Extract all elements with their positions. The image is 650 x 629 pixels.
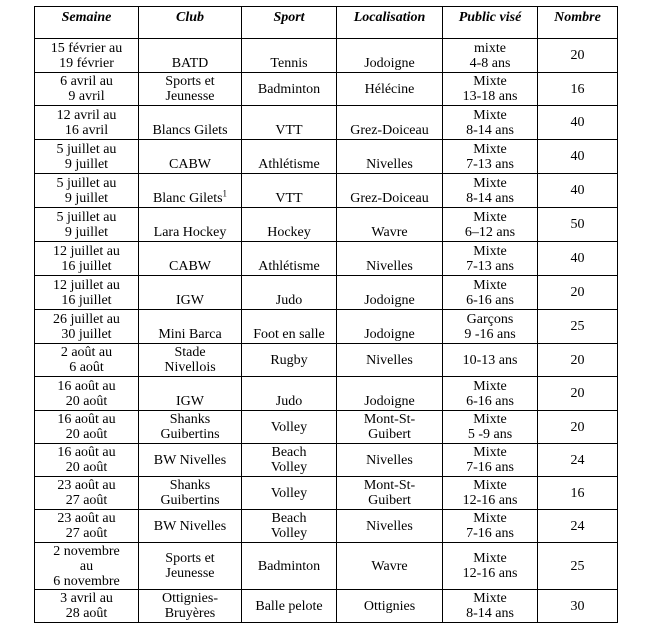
table-row xyxy=(35,73,618,106)
cell-localisation-line: Ottignies xyxy=(363,598,416,614)
cell-club-line: Sports et xyxy=(165,551,215,566)
cell-public-vise-line: 6–12 ans xyxy=(464,224,516,240)
header-semaine: Semaine xyxy=(35,7,139,39)
cell-localisation-line: Grez-Doiceau xyxy=(350,123,429,138)
cell-public-vise xyxy=(443,411,538,444)
cell-club-line: IGW xyxy=(176,394,204,409)
cell-semaine-line: 2 août au xyxy=(60,345,113,360)
cell-public-vise-line: 9 -16 ans xyxy=(464,326,516,342)
cell-club-line: Shanks xyxy=(169,478,211,493)
cell-club xyxy=(139,39,242,73)
cell-nombre: 25 xyxy=(538,310,618,344)
cell-club-line: Sports et xyxy=(165,74,215,89)
cell-nombre: 25 xyxy=(538,543,618,590)
table-body xyxy=(35,39,618,623)
cell-sport-line: Judo xyxy=(275,293,303,308)
cell-sport-line: Beach xyxy=(271,445,307,460)
cell-nombre: 16 xyxy=(538,477,618,510)
cell-club xyxy=(139,73,242,106)
cell-semaine xyxy=(35,444,139,477)
cell-semaine xyxy=(35,276,139,310)
cell-public-vise-line: 7-13 ans xyxy=(466,156,514,172)
cell-nombre: 24 xyxy=(538,510,618,543)
table-row xyxy=(35,344,618,377)
cell-sport xyxy=(242,510,337,543)
cell-public-vise-line: Mixte xyxy=(473,107,507,123)
table-row xyxy=(35,377,618,411)
cell-sport-line: VTT xyxy=(275,191,303,206)
cell-semaine-line: 5 juillet au xyxy=(56,141,117,157)
cell-sport xyxy=(242,174,337,208)
club-text: Blanc Gilets xyxy=(152,191,223,206)
cell-sport-line: Volley xyxy=(270,460,308,475)
cell-sport xyxy=(242,344,337,377)
cell-semaine xyxy=(35,73,139,106)
cell-public-vise-line: Mixte xyxy=(473,175,507,191)
cell-localisation xyxy=(337,106,443,140)
cell-semaine-line: 12 avril au xyxy=(56,107,117,123)
cell-semaine-line: 23 août au xyxy=(57,478,116,493)
cell-localisation-line: Nivelles xyxy=(366,352,413,368)
cell-sport xyxy=(242,73,337,106)
cell-club-line xyxy=(141,188,239,206)
cell-club-line: Bruyères xyxy=(164,606,216,621)
cell-public-vise xyxy=(443,477,538,510)
cell-public-vise xyxy=(443,39,538,73)
cell-sport xyxy=(242,276,337,310)
cell-semaine-line: 9 juillet xyxy=(64,190,109,206)
cell-semaine xyxy=(35,344,139,377)
cell-localisation xyxy=(337,276,443,310)
cell-localisation-line: Grez-Doiceau xyxy=(350,191,429,206)
cell-semaine-line: 9 avril xyxy=(68,89,105,104)
cell-club-line: IGW xyxy=(176,293,204,308)
cell-localisation-line: Nivelles xyxy=(366,452,413,468)
cell-semaine-line: 16 juillet xyxy=(61,292,112,308)
cell-semaine-line: 19 février xyxy=(59,55,114,71)
cell-club-line: Guibertins xyxy=(160,427,220,442)
cell-public-vise-line: Mixte xyxy=(473,551,507,566)
cell-sport-line: Foot en salle xyxy=(253,327,325,342)
cell-public-vise-line: 4-8 ans xyxy=(469,55,511,71)
cell-public-vise xyxy=(443,543,538,590)
cell-club xyxy=(139,344,242,377)
cell-club xyxy=(139,174,242,208)
cell-club xyxy=(139,543,242,590)
cell-semaine-line: 16 août au xyxy=(57,412,116,427)
cell-localisation-line: Wavre xyxy=(371,558,408,574)
cell-club xyxy=(139,510,242,543)
cell-public-vise-line: Mixte xyxy=(473,378,507,394)
cell-semaine xyxy=(35,106,139,140)
table-row xyxy=(35,208,618,242)
cell-nombre: 20 xyxy=(538,276,618,310)
cell-public-vise xyxy=(443,276,538,310)
cell-public-vise xyxy=(443,140,538,174)
cell-club xyxy=(139,444,242,477)
cell-public-vise-line: 5 -9 ans xyxy=(467,427,513,442)
cell-public-vise-line: 8-14 ans xyxy=(466,606,514,621)
cell-semaine-line: 12 juillet au xyxy=(53,243,120,259)
cell-localisation-line: Guibert xyxy=(368,493,411,508)
header-sport: Sport xyxy=(242,7,337,39)
cell-public-vise-line: Mixte xyxy=(473,209,507,225)
cell-sport xyxy=(242,590,337,623)
cell-semaine xyxy=(35,140,139,174)
cell-sport xyxy=(242,411,337,444)
cell-localisation xyxy=(337,208,443,242)
cell-semaine-line: 30 juillet xyxy=(61,326,112,342)
cell-localisation-line: Mont-St- xyxy=(363,478,416,493)
cell-sport-line: Rugby xyxy=(270,352,308,368)
cell-localisation xyxy=(337,39,443,73)
cell-localisation xyxy=(337,510,443,543)
cell-localisation-line: Nivelles xyxy=(366,157,413,172)
cell-public-vise-line: 6-16 ans xyxy=(466,292,514,308)
cell-semaine xyxy=(35,174,139,208)
cell-localisation xyxy=(337,411,443,444)
cell-sport-line: Hockey xyxy=(267,225,311,240)
table-row xyxy=(35,276,618,310)
cell-public-vise-line: 13-18 ans xyxy=(462,89,518,104)
cell-localisation xyxy=(337,242,443,276)
cell-semaine-line: 6 août xyxy=(69,360,104,375)
table-row xyxy=(35,310,618,344)
cell-nombre: 40 xyxy=(538,174,618,208)
cell-nombre: 40 xyxy=(538,140,618,174)
cell-club-line: Stade xyxy=(174,345,206,360)
cell-semaine-line: 2 novembre xyxy=(53,543,120,559)
cell-public-vise-line: 12-16 ans xyxy=(462,566,518,581)
cell-public-vise xyxy=(443,73,538,106)
cell-semaine-line: 20 août xyxy=(65,427,108,442)
cell-semaine xyxy=(35,310,139,344)
cell-public-vise xyxy=(443,208,538,242)
cell-localisation-line: Mont-St- xyxy=(363,412,416,427)
cell-public-vise-line: Mixte xyxy=(473,412,507,427)
cell-sport-line: VTT xyxy=(275,123,303,138)
table-row xyxy=(35,174,618,208)
cell-club-line: Lara Hockey xyxy=(153,225,227,240)
cell-semaine-line: 9 juillet xyxy=(64,156,109,172)
cell-club-line: Shanks xyxy=(169,412,211,427)
cell-semaine-line: 27 août xyxy=(65,493,108,508)
cell-localisation xyxy=(337,543,443,590)
cell-localisation xyxy=(337,310,443,344)
cell-public-vise-line: Mixte xyxy=(473,445,507,460)
cell-public-vise-line: Mixte xyxy=(473,478,507,493)
cell-sport xyxy=(242,242,337,276)
cell-public-vise-line: Mixte xyxy=(473,591,507,606)
cell-localisation-line: Jodoigne xyxy=(364,327,415,342)
cell-nombre: 50 xyxy=(538,208,618,242)
cell-public-vise xyxy=(443,444,538,477)
cell-semaine xyxy=(35,242,139,276)
cell-semaine-line: 28 août xyxy=(65,606,108,621)
cell-localisation-line: Nivelles xyxy=(366,518,413,534)
cell-public-vise-line: 7-16 ans xyxy=(466,526,514,541)
cell-club-line: BATD xyxy=(171,56,209,71)
cell-semaine-line: au xyxy=(79,558,94,574)
cell-sport-line: Volley xyxy=(270,485,308,501)
footnote-marker: 1 xyxy=(222,188,228,199)
cell-semaine xyxy=(35,39,139,73)
cell-sport xyxy=(242,310,337,344)
cell-nombre: 20 xyxy=(538,344,618,377)
cell-localisation xyxy=(337,174,443,208)
cell-semaine-line: 26 juillet au xyxy=(53,311,120,327)
table-row xyxy=(35,590,618,623)
header-club: Club xyxy=(139,7,242,39)
cell-localisation xyxy=(337,590,443,623)
cell-sport-line: Athlétisme xyxy=(258,157,320,172)
cell-sport xyxy=(242,477,337,510)
cell-semaine-line: 16 août au xyxy=(57,445,116,460)
cell-nombre: 24 xyxy=(538,444,618,477)
cell-sport xyxy=(242,208,337,242)
cell-public-vise-line: 12-16 ans xyxy=(462,493,518,508)
cell-club xyxy=(139,208,242,242)
table-row xyxy=(35,411,618,444)
cell-localisation-line: Jodoigne xyxy=(364,394,415,409)
table-row xyxy=(35,543,618,590)
cell-semaine-line: 23 août au xyxy=(57,511,116,526)
cell-sport-line: Badminton xyxy=(257,558,321,574)
cell-club-line: BW Nivelles xyxy=(153,518,227,534)
header-public-vise: Public visé xyxy=(443,7,538,39)
cell-public-vise-line: Mixte xyxy=(473,277,507,293)
cell-semaine xyxy=(35,590,139,623)
table-row xyxy=(35,140,618,174)
cell-semaine-line: 16 août au xyxy=(57,378,116,394)
cell-public-vise xyxy=(443,106,538,140)
cell-public-vise xyxy=(443,377,538,411)
cell-semaine xyxy=(35,377,139,411)
cell-club xyxy=(139,276,242,310)
cell-localisation xyxy=(337,140,443,174)
cell-sport-line: Tennis xyxy=(270,56,308,71)
cell-sport-line: Judo xyxy=(275,394,303,409)
cell-localisation xyxy=(337,73,443,106)
cell-nombre: 16 xyxy=(538,73,618,106)
cell-semaine-line: 6 novembre xyxy=(53,573,120,589)
cell-semaine-line: 5 juillet au xyxy=(56,209,117,225)
cell-public-vise-line: Mixte xyxy=(473,243,507,259)
cell-nombre: 40 xyxy=(538,242,618,276)
cell-public-vise xyxy=(443,510,538,543)
cell-public-vise-line: mixte xyxy=(474,40,506,56)
cell-club-line: Ottignies- xyxy=(162,591,218,606)
cell-semaine xyxy=(35,208,139,242)
cell-semaine-line: 16 juillet xyxy=(61,258,112,274)
cell-public-vise xyxy=(443,590,538,623)
cell-localisation-line: Nivelles xyxy=(366,259,413,274)
cell-club-line: CABW xyxy=(169,157,211,172)
cell-sport xyxy=(242,444,337,477)
cell-club xyxy=(139,310,242,344)
table-header-row xyxy=(35,7,618,39)
cell-public-vise-line: 8-14 ans xyxy=(466,122,514,138)
cell-club-line: Nivellois xyxy=(164,360,216,375)
cell-localisation-line: Wavre xyxy=(371,225,408,240)
cell-public-vise-line: 10-13 ans xyxy=(462,352,518,368)
header-localisation: Localisation xyxy=(337,7,443,39)
cell-club-line: Jeunesse xyxy=(165,566,215,581)
cell-club-line: CABW xyxy=(169,259,211,274)
table-row xyxy=(35,510,618,543)
cell-nombre: 20 xyxy=(538,377,618,411)
cell-public-vise xyxy=(443,174,538,208)
cell-nombre: 30 xyxy=(538,590,618,623)
cell-club xyxy=(139,411,242,444)
cell-nombre: 20 xyxy=(538,411,618,444)
table-row xyxy=(35,477,618,510)
cell-public-vise-line: 7-13 ans xyxy=(466,258,514,274)
cell-sport-line: Athlétisme xyxy=(258,259,320,274)
cell-public-vise-line: Garçons xyxy=(466,311,514,327)
cell-sport xyxy=(242,106,337,140)
cell-public-vise-line: 6-16 ans xyxy=(466,393,514,409)
cell-public-vise-line: Mixte xyxy=(473,74,507,89)
cell-sport-line: Volley xyxy=(270,419,308,435)
cell-club-line: BW Nivelles xyxy=(153,452,227,468)
cell-sport-line: Balle pelote xyxy=(255,598,323,614)
cell-sport xyxy=(242,377,337,411)
activities-table xyxy=(34,6,618,623)
cell-semaine-line: 6 avril au xyxy=(60,74,113,89)
cell-localisation-line: Hélécine xyxy=(364,81,415,97)
cell-sport-line: Beach xyxy=(271,511,307,526)
cell-semaine xyxy=(35,510,139,543)
table-row xyxy=(35,444,618,477)
cell-semaine-line: 5 juillet au xyxy=(56,175,117,191)
cell-public-vise xyxy=(443,310,538,344)
cell-localisation-line: Guibert xyxy=(368,427,411,442)
cell-club xyxy=(139,242,242,276)
cell-club xyxy=(139,140,242,174)
cell-semaine-line: 3 avril au xyxy=(60,591,113,606)
cell-club xyxy=(139,590,242,623)
cell-sport xyxy=(242,140,337,174)
cell-club xyxy=(139,477,242,510)
cell-semaine-line: 9 juillet xyxy=(64,224,109,240)
cell-semaine-line: 15 février au xyxy=(50,40,123,56)
cell-public-vise xyxy=(443,344,538,377)
cell-semaine-line: 20 août xyxy=(65,393,108,409)
table-row xyxy=(35,106,618,140)
cell-club xyxy=(139,377,242,411)
cell-semaine xyxy=(35,543,139,590)
header-nombre: Nombre xyxy=(538,7,618,39)
cell-semaine-line: 16 avril xyxy=(64,122,109,138)
cell-semaine-line: 12 juillet au xyxy=(53,277,120,293)
cell-sport xyxy=(242,543,337,590)
cell-localisation-line: Jodoigne xyxy=(364,56,415,71)
cell-public-vise-line: 8-14 ans xyxy=(466,190,514,206)
cell-sport-line: Volley xyxy=(270,526,308,541)
cell-semaine xyxy=(35,411,139,444)
cell-club-line: Mini Barca xyxy=(158,327,222,342)
cell-public-vise-line: Mixte xyxy=(473,141,507,157)
cell-nombre: 40 xyxy=(538,106,618,140)
cell-public-vise-line: 7-16 ans xyxy=(466,460,514,475)
cell-club-line: Blancs Gilets xyxy=(152,123,228,138)
cell-sport xyxy=(242,39,337,73)
cell-public-vise-line: Mixte xyxy=(473,511,507,526)
cell-public-vise xyxy=(443,242,538,276)
cell-sport-line: Badminton xyxy=(257,81,321,97)
cell-semaine xyxy=(35,477,139,510)
table-row xyxy=(35,39,618,73)
cell-localisation xyxy=(337,477,443,510)
cell-semaine-line: 27 août xyxy=(65,526,108,541)
cell-localisation xyxy=(337,344,443,377)
cell-localisation xyxy=(337,377,443,411)
cell-club-line: Guibertins xyxy=(160,493,220,508)
cell-nombre: 20 xyxy=(538,39,618,73)
cell-club-line: Jeunesse xyxy=(165,89,215,104)
cell-semaine-line: 20 août xyxy=(65,460,108,475)
cell-localisation xyxy=(337,444,443,477)
table-row xyxy=(35,242,618,276)
cell-localisation-line: Jodoigne xyxy=(364,293,415,308)
cell-club xyxy=(139,106,242,140)
